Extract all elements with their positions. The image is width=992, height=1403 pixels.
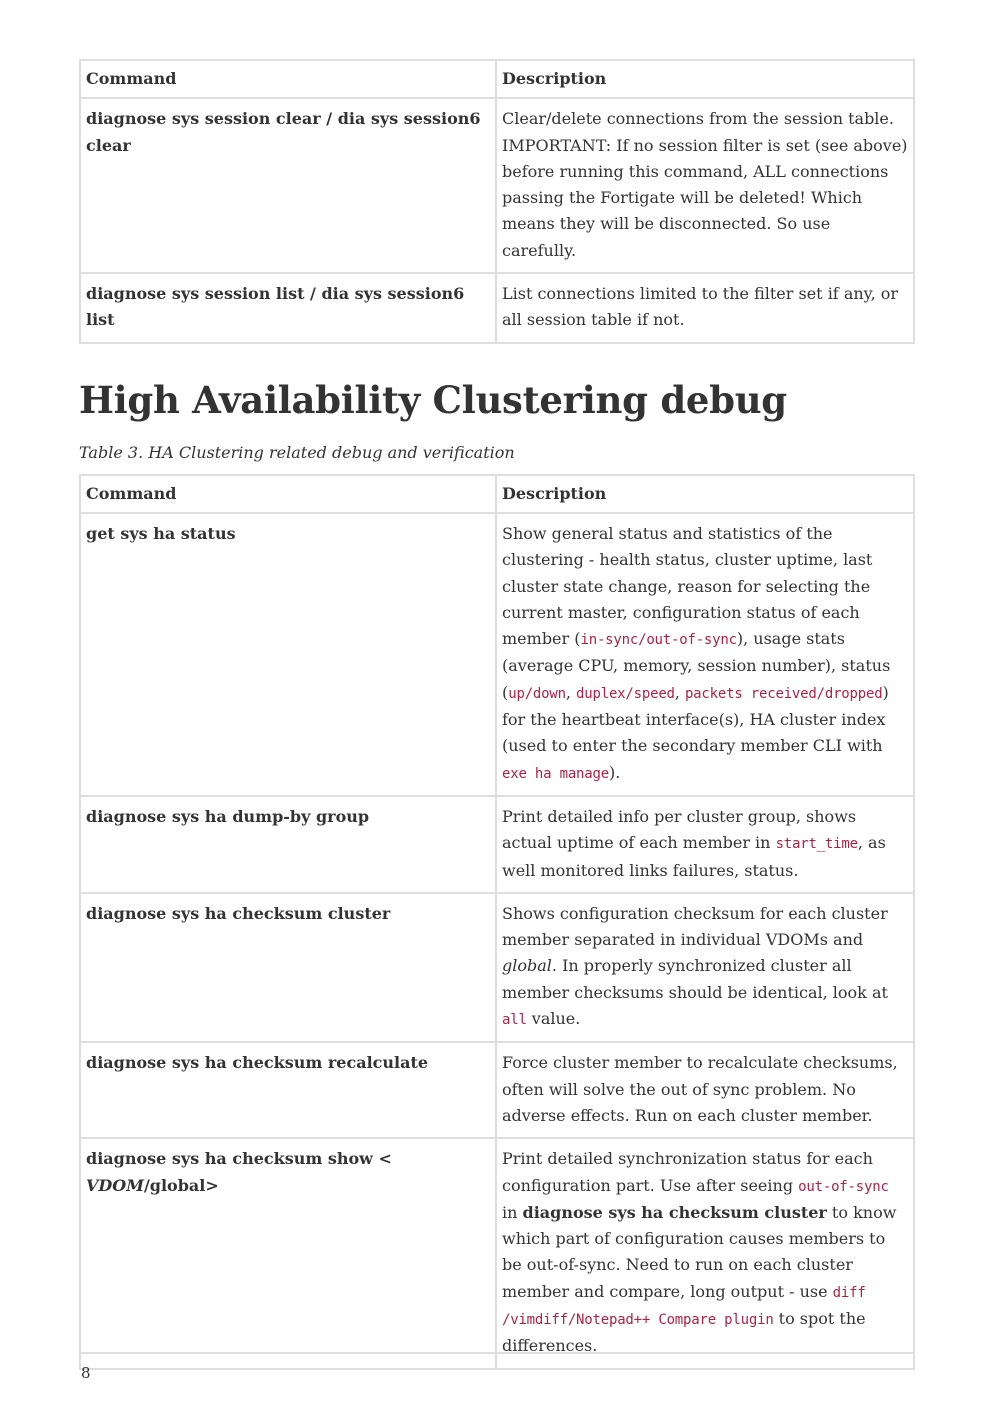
bold-text: diagnose sys ha checksum cluster	[522, 1202, 827, 1222]
text-run: to know which part of configuration causes members to be out-of-sync. Need to run on each cluster member and compare, long output - use	[502, 1202, 897, 1301]
session-commands-table	[79, 59, 915, 344]
command-cell: diagnose sys ha checksum recalculate	[80, 1042, 496, 1138]
description-cell: Force cluster member to recalculate checksums, often will solve the out of sync problem. No adverse effects. Run on each cluster member.	[496, 1042, 914, 1138]
inline-code: all	[502, 1012, 527, 1029]
document-page	[79, 59, 913, 1370]
text-run: . In properly synchronized cluster all member checksums should be identical, look at	[502, 956, 888, 1002]
text-run: Show general status and statistics of the clustering - health status, cluster uptime, last cluster state change, reason for selecting the current master, configuration status of each member (	[502, 523, 873, 649]
text-run: Print detailed info per cluster group, shows actual uptime of each member in	[502, 806, 857, 853]
inline-code: exe ha manage	[502, 765, 609, 782]
section-heading: High Availability Clustering debug	[79, 377, 787, 422]
text-run: value.	[526, 1009, 581, 1029]
table-row	[80, 1042, 914, 1138]
ha-commands-table	[79, 474, 915, 1370]
description-cell	[496, 1138, 914, 1368]
column-header-command: Command	[80, 60, 496, 98]
table-row	[80, 1138, 914, 1368]
text-run: Print detailed synchronization status for each configuration part. Use after seeing	[502, 1149, 873, 1195]
inline-code: up/down	[508, 685, 566, 702]
table-row	[80, 893, 914, 1042]
text-run: in	[502, 1202, 523, 1222]
command-cell: get sys ha status	[80, 513, 496, 796]
inline-code: out-of-sync	[798, 1178, 889, 1195]
inline-code: duplex/speed	[576, 685, 675, 702]
command-cell: diagnose sys ha dump-by group	[80, 796, 496, 893]
text-run: ), usage stats (average CPU, memory, session number), status (	[502, 629, 891, 702]
table-row	[80, 796, 914, 893]
emphasis-text: global	[502, 956, 552, 976]
text-run: /global>	[143, 1175, 219, 1195]
page-number: 8	[81, 1364, 91, 1382]
text-run: Shows configuration checksum for each cluster member separated in individual VDOMs and	[502, 903, 888, 950]
text-run: ).	[608, 762, 621, 782]
footer-divider	[79, 1352, 913, 1354]
description-cell	[496, 513, 914, 796]
inline-code: diff /vimdiff/Notepad++ Compare plugin	[502, 1284, 866, 1328]
description-cell: List connections limited to the filter set if any, or all session table if not.	[496, 273, 914, 343]
text-run: ,	[674, 682, 685, 702]
inline-code: start_time	[775, 836, 858, 853]
table-header-row	[80, 60, 914, 98]
text-run: , as well monitored links failures, status.	[502, 833, 886, 880]
inline-code: packets received/dropped	[684, 685, 883, 702]
table-header-row	[80, 475, 914, 513]
column-header-description: Description	[496, 60, 914, 98]
inline-code: in-sync/out-of-sync	[580, 632, 737, 649]
text-run: to spot the differences.	[502, 1308, 866, 1356]
description-cell	[496, 893, 914, 1042]
column-header-description: Description	[496, 475, 914, 513]
table-row	[80, 273, 914, 343]
command-cell: diagnose sys session clear / dia sys session6 clear	[80, 98, 496, 273]
description-cell	[496, 796, 914, 893]
description-cell: Clear/delete connections from the session table. IMPORTANT: If no session filter is set (see above) before running this command, ALL connections passing the Fortigate will be deleted! Which means they will be disconnected. So use carefully.	[496, 98, 914, 273]
table-row	[80, 513, 914, 796]
command-cell: diagnose sys session list / dia sys session6 list	[80, 273, 496, 343]
command-cell: diagnose sys ha checksum cluster	[80, 893, 496, 1042]
table-row	[80, 98, 914, 273]
text-run: ) for the heartbeat interface(s), HA cluster index (used to enter the secondary member CLI with	[502, 682, 889, 756]
emphasis-text: VDOM	[86, 1175, 144, 1195]
command-cell	[80, 1138, 496, 1368]
column-header-command: Command	[80, 475, 496, 513]
table-caption: Table 3. HA Clustering related debug and verification	[79, 442, 515, 462]
text-run: diagnose sys ha checksum show <	[86, 1149, 392, 1169]
text-run: ,	[565, 682, 577, 702]
